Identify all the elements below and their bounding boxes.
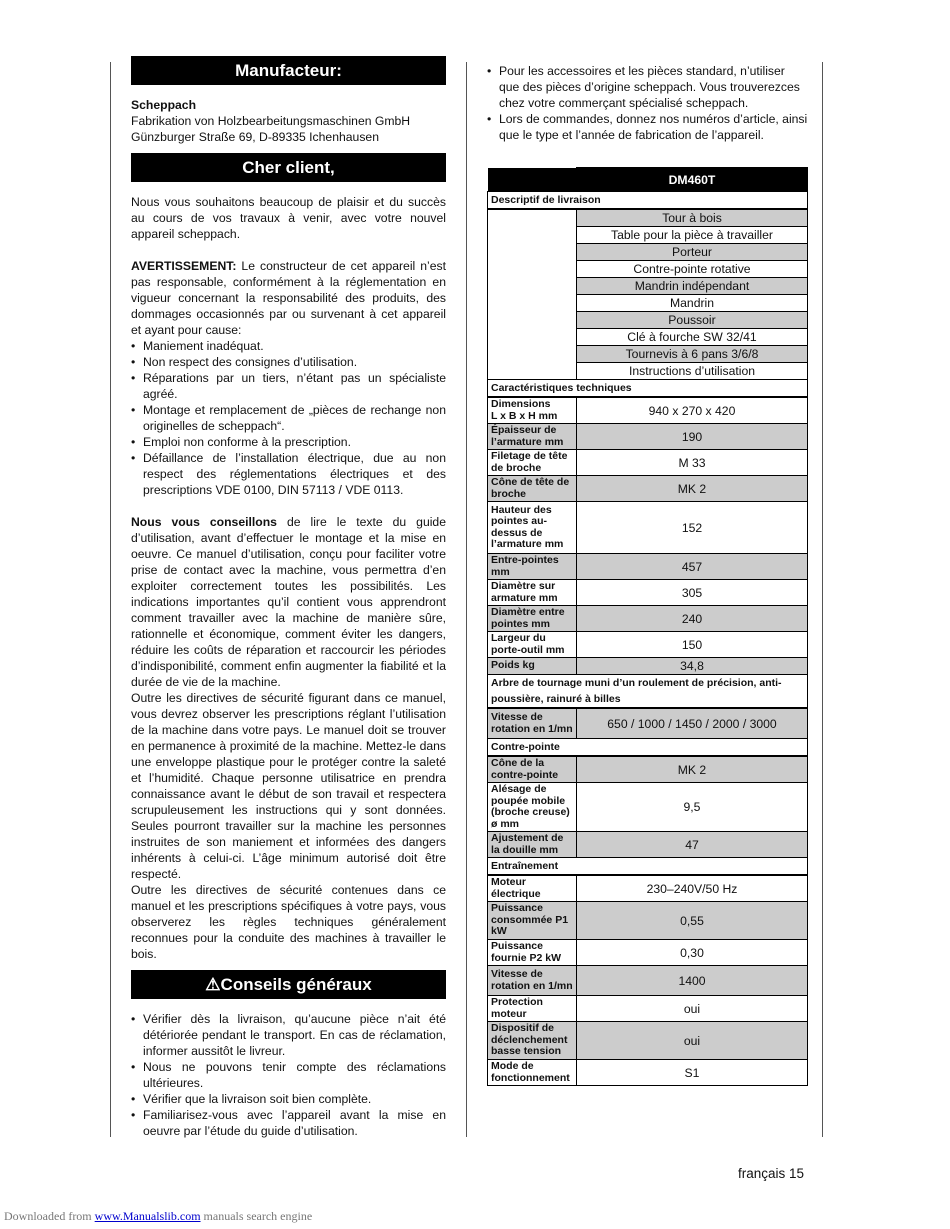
manufacturer-banner: Manufacteur:: [131, 56, 446, 85]
table-row: Cône de tête de broche MK 2: [488, 476, 808, 502]
table-row: Protection moteur oui: [488, 996, 808, 1022]
table-row: Filetage de tête de broche M 33: [488, 450, 808, 476]
table-row: Vitesse de rotation en 1/mn 650 / 1000 / 1450 / 2000 / 3000: [488, 708, 808, 739]
rules-paragraph: Outre les directives de sécurité contenues dans ce manuel et les prescriptions spécifiques à votre pays, vous observerez les règles techniques généralement reconnues pour la conduite des machines à travailler le bois.: [131, 883, 446, 961]
advice-text: de lire le texte du guide d’utilisation, avant d’effectuer le montage et la mise en oeuvre. Ce manuel d’utilisation, conçu pour faciliter votre prise de contact avec la machine, vous permettra d’en exploiter correctement toutes les possibilités. Les indications importantes qu’il contient vous apprendront comment travailler avec la machine de manière sûre, rationnelle et économique, comment éviter les dangers, réduire les coûts de réparation et raccourcir les périodes d’indisponibilité, comment enfin augmenter la fiabilité et la durée de vie de la machine.: [131, 515, 446, 689]
table-row: Instructions d’utilisation: [488, 363, 808, 380]
table-row: Mandrin: [488, 295, 808, 312]
company-line2: Günzburger Straße 69, D-89335 Ichenhausen: [131, 130, 379, 144]
model-header: DM460T: [577, 168, 808, 192]
table-row: Diamètre sur armature mm 305: [488, 580, 808, 606]
list-item: • Lors de commandes, donnez nos numéros d’article, ainsi que le type et l’année de fabrication de l’appareil.: [487, 111, 808, 143]
client-banner: Cher client,: [131, 153, 446, 182]
table-row: Mode de fonctionnement S1: [488, 1060, 808, 1086]
table-row: Table pour la pièce à travailler: [488, 227, 808, 244]
intro-paragraph: Nous vous souhaitons beaucoup de plaisir et du succès au cours de vos travaux à venir, avec votre nouvel appareil scheppach.: [131, 195, 446, 241]
warning-text: Le constructeur de cet appareil n’est pas responsable, conformément à la réglementation en vigueur concernant la responsabilité des produits, des dommages occasionnés par ou survenant à cet appareil et ayant pour cause:: [131, 259, 446, 337]
company-line1: Fabrikation von Holzbearbeitungsmaschinen GmbH: [131, 114, 411, 128]
list-item: • Maniement inadéquat.: [131, 338, 446, 354]
table-model-row: [488, 168, 808, 192]
table-row: Diamètre entre pointes mm 240: [488, 606, 808, 632]
list-item: • Montage et remplacement de „pièces de rechange non originelles de scheppach“.: [131, 402, 446, 434]
table-row: Alésage de poupée mobile (broche creuse) ø mm 9,5: [488, 783, 808, 832]
right-margin-rule: [822, 62, 823, 1137]
spindle-section-header: Arbre de tournage muni d’un roulement de précision, anti-poussière, rainuré à billes: [488, 675, 808, 709]
company-name: Scheppach: [131, 98, 197, 112]
table-row: Dimensions L x B x H mm 940 x 270 x 420: [488, 397, 808, 424]
list-item: • Nous ne pouvons tenir compte des réclamations ultérieures.: [131, 1059, 446, 1091]
list-item: • Vérifier dès la livraison, qu’aucune pièce n’ait été détériorée pendant le transport. En cas de réclamation, informer aussitôt le livreur.: [131, 1011, 446, 1059]
list-item: • Familiarisez-vous avec l’appareil avant la mise en oeuvre par l’étude du guide d’utilisation.: [131, 1107, 446, 1139]
table-row: Dispositif de déclenchement basse tension oui: [488, 1022, 808, 1060]
warning-list: [131, 338, 446, 498]
technical-section-header: Caractéristiques techniques: [488, 380, 808, 398]
list-item: • Défaillance de l’installation électrique, due au non respect des réglementations électriques et des prescriptions VDE 0100, DIN 57113 / VDE 0113.: [131, 450, 446, 498]
table-row: Clé à fourche SW 32/41: [488, 329, 808, 346]
accessories-list: [487, 63, 808, 143]
table-row: Entre-pointes mm 457: [488, 554, 808, 580]
warning-paragraph: [131, 258, 446, 338]
table-row: Épaisseur de l’armature mm 190: [488, 424, 808, 450]
table-row: Hauteur des pointes au-dessus de l’armature mm 152: [488, 502, 808, 554]
table-row: Tour à bois: [488, 209, 808, 227]
table-row: Moteur électrique 230–240V/50 Hz: [488, 875, 808, 902]
list-item: • Vérifier que la livraison soit bien complète.: [131, 1091, 446, 1107]
spec-table: [487, 167, 808, 1086]
delivery-section-header: Descriptif de livraison: [488, 192, 808, 210]
safety-paragraph: Outre les directives de sécurité figurant dans ce manuel, vous devrez observer les prescriptions réglant l’utilisation de la machine dans votre pays. Le manuel doit se trouver en permanence à proximité de la machine. Mettez-le dans une enveloppe plastique pour le protéger contre la saleté et l’humidité. Chaque personne utilisatrice en prendra connaissance avant le début de son travail et respectera scrupuleusement les instructions qui y sont données. Seules pourront travailler sur la machine les personnes instruites de son maniement et informées des dangers inhérents à celui-ci. L’âge minimum autorisé doit être respecté.: [131, 691, 446, 881]
advice-label: Nous vous conseillons: [131, 515, 277, 529]
table-row: Largeur du porte-outil mm 150: [488, 632, 808, 658]
page-number: français 15: [737, 1166, 804, 1181]
list-item: • Réparations par un tiers, n’étant pas un spécialiste agréé.: [131, 370, 446, 402]
general-advice-banner: ⚠Conseils généraux: [131, 970, 446, 999]
list-item: • Pour les accessoires et les pièces standard, n’utiliser que des pièces d’origine scheppach. Vous trouverezces chez votre commerçant spécialisé scheppach.: [487, 63, 808, 111]
tailstock-section-header: Contre-pointe: [488, 739, 808, 757]
manualslib-link[interactable]: www.Manualslib.com: [94, 1209, 201, 1223]
general-advice-list: [131, 1011, 446, 1139]
list-item: • Non respect des consignes d’utilisation.: [131, 354, 446, 370]
right-column: [487, 63, 808, 1086]
warning-label: AVERTISSEMENT:: [131, 259, 237, 273]
table-row: Ajustement de la douille mm 47: [488, 832, 808, 858]
column-divider-rule: [466, 62, 467, 1137]
table-row: Poussoir: [488, 312, 808, 329]
advice-paragraph: [131, 514, 446, 690]
table-row: Puissance consommée P1 kW 0,55: [488, 902, 808, 940]
table-row: Cône de la contre-pointe MK 2: [488, 756, 808, 783]
table-row: Mandrin indépendant: [488, 278, 808, 295]
table-row: Porteur: [488, 244, 808, 261]
table-row: Contre-pointe rotative: [488, 261, 808, 278]
download-suffix: manuals search engine: [200, 1209, 313, 1223]
left-column: [131, 56, 446, 1139]
drive-section-header: Entraînement: [488, 858, 808, 876]
left-margin-rule: [110, 62, 111, 1137]
download-prefix: Downloaded from: [4, 1209, 95, 1223]
download-notice: [4, 1209, 312, 1224]
table-row: Poids kg 34,8: [488, 658, 808, 675]
list-item: • Emploi non conforme à la prescription.: [131, 434, 446, 450]
table-row: Vitesse de rotation en 1/mn 1400: [488, 966, 808, 996]
table-row: Puissance fournie P2 kW 0,30: [488, 940, 808, 966]
table-row: Tournevis à 6 pans 3/6/8: [488, 346, 808, 363]
